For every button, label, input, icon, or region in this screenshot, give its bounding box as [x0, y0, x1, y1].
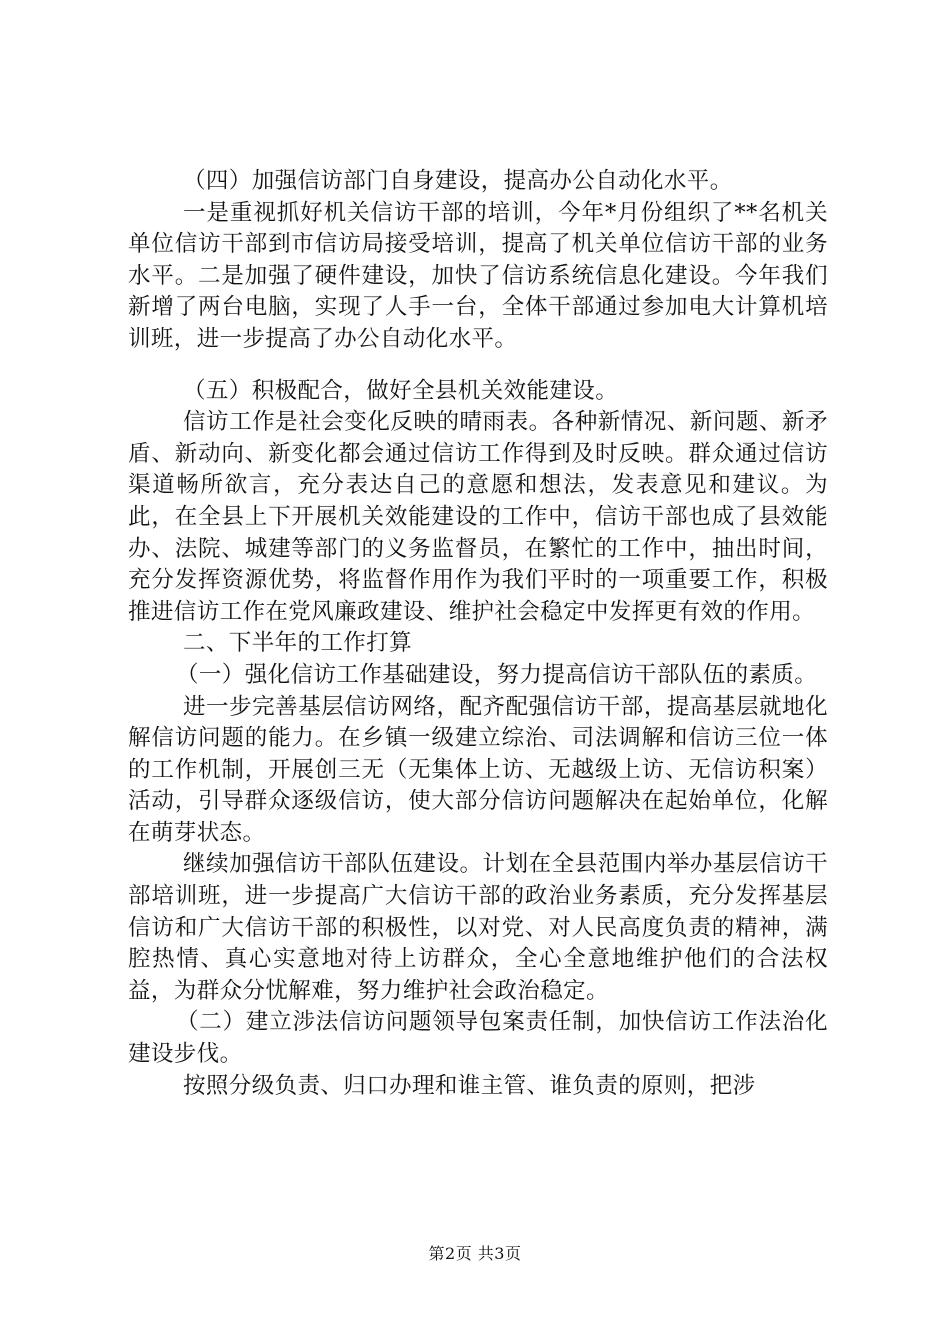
subsection-heading-1: （一）强化信访工作基础建设，努力提高信访干部队伍的素质。	[176, 661, 818, 688]
section-heading-5: （五）积极配合，做好全县机关效能建设。	[183, 377, 619, 404]
document-body	[128, 166, 828, 1102]
section-heading-4: （四）加强信访部门自身建设，提高办公自动化水平。	[183, 168, 733, 194]
paragraph: 按照分级负责、归口办理和谁主管、谁负责的原则，把涉	[183, 1072, 756, 1099]
subsection-heading-2: （二）建立涉法信访问题领导包案责任制，加快信访工作法治化建设步伐。	[128, 1009, 828, 1068]
paragraph: 信访工作是社会变化反映的晴雨表。各种新情况、新问题、新矛盾、新动向、新变化都会通过信访工作得到及时反映。群众通过信访渠道畅所欲言，充分表达自己的意愿和想法，发表意见和建议。为此，在全县上下开展机关效能建设的工作中，信访干部也成了县效能办、法院、城建等部门的义务监督员，在繁忙的工作中，抽出时间，充分发挥资源优势，将监督作用作为我们平时的一项重要工作，积极推进信访工作在党风廉政建设、维护社会稳定中发挥更有效的作用。	[128, 409, 828, 625]
part-heading: 二、下半年的工作打算	[183, 630, 413, 657]
page-number: 第2页 共3页	[428, 1244, 522, 1263]
paragraph: 进一步完善基层信访网络，配齐配强信访干部，提高基层就地化解信访问题的能力。在乡镇一级建立综治、司法调解和信访三位一体的工作机制，开展创三无（无集体上访、无越级上访、无信访积案）活动，引导群众逐级信访，使大部分信访问题解决在起始单位，化解在萌芽状态。	[128, 693, 828, 846]
paragraph: 继续加强信访干部队伍建设。计划在全县范围内举办基层信访干部培训班，进一步提高广大信访干部的政治业务素质，充分发挥基层信访和广大信访干部的积极性，以对党、对人民高度负责的精神，满腔热情、真心实意地对待上访群众，全心全意地维护他们的合法权益，为群众分忧解难，努力维护社会政治稳定。	[128, 851, 828, 1004]
paragraph: 一是重视抓好机关信访干部的培训，今年*月份组织了**名机关单位信访干部到市信访局接受培训，提高了机关单位信访干部的业务水平。二是加强了硬件建设，加快了信访系统信息化建设。今年我们新增了两台电脑，实现了人手一台，全体干部通过参加电大计算机培训班，进一步提高了办公自动化水平。	[128, 199, 828, 352]
